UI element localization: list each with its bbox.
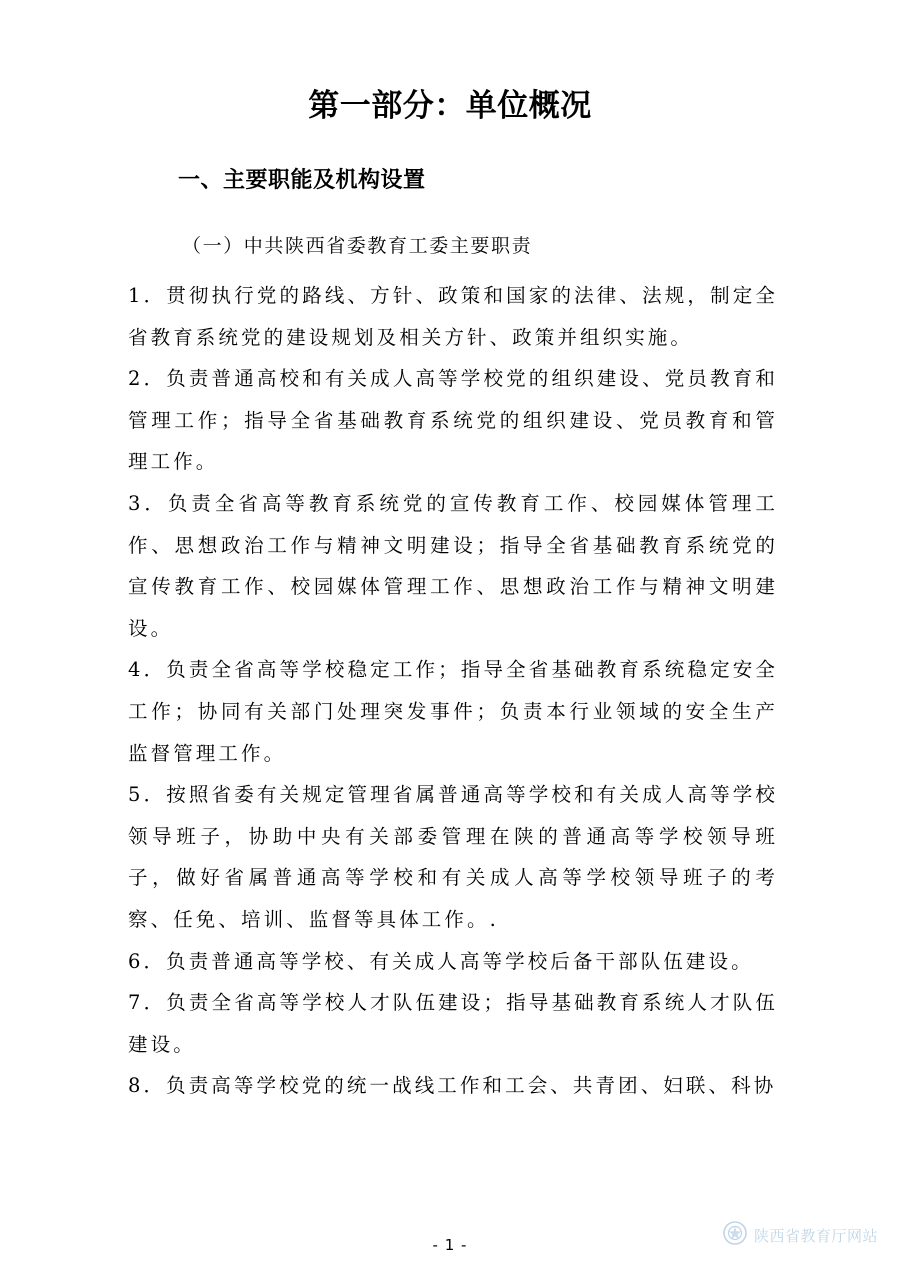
- duty-item-1: 1．贯彻执行党的路线、方针、政策和国家的法律、法规，制定全省教育系统党的建设规划及相关方针、政策并组织实施。: [128, 284, 778, 349]
- duty-item-6: 6．负责普通高等学校、有关成人高等学校后备干部队伍建设。: [128, 949, 754, 973]
- duty-list: [128, 275, 778, 1107]
- watermark-text: 陕西省教育厅网站: [754, 1226, 879, 1245]
- watermark: [722, 1220, 892, 1250]
- page-title: 第一部分：单位概况: [308, 88, 592, 124]
- emblem-icon: [722, 1220, 748, 1250]
- duty-item-8: 8．负责高等学校党的统一战线工作和工会、共青团、妇联、科协: [128, 1074, 777, 1098]
- duty-item-3: 3．负责全省高等教育系统党的宣传教育工作、校园媒体管理工作、思想政治工作与精神文明建设；指导全省基础教育系统党的宣传教育工作、校园媒体管理工作、思想政治工作与精神文明建设。: [128, 491, 778, 640]
- duty-item-4: 4．负责全省高等学校稳定工作；指导全省基础教育系统稳定安全工作；协同有关部门处理突发事件；负责本行业领域的安全生产监督管理工作。: [128, 658, 778, 765]
- subsection-heading: （一）中共陕西省委教育工委主要职责: [182, 235, 533, 257]
- duty-item-5: 5．按照省委有关规定管理省属普通高等学校和有关成人高等学校领导班子，协助中央有关部委管理在陕的普通高等学校领导班子，做好省属普通高等学校和有关成人高等学校领导班子的考察、任免、培训、监督等具体工作。.: [128, 783, 778, 931]
- section-heading: 一、主要职能及机构设置: [178, 168, 426, 193]
- duty-item-2: 2．负责普通高校和有关成人高等学校党的组织建设、党员教育和管理工作；指导全省基础教育系统党的组织建设、党员教育和管理工作。: [128, 367, 778, 474]
- page-number: - 1 -: [432, 1236, 468, 1254]
- duty-item-7: 7．负责全省高等学校人才队伍建设；指导基础教育系统人才队伍建设。: [128, 991, 778, 1056]
